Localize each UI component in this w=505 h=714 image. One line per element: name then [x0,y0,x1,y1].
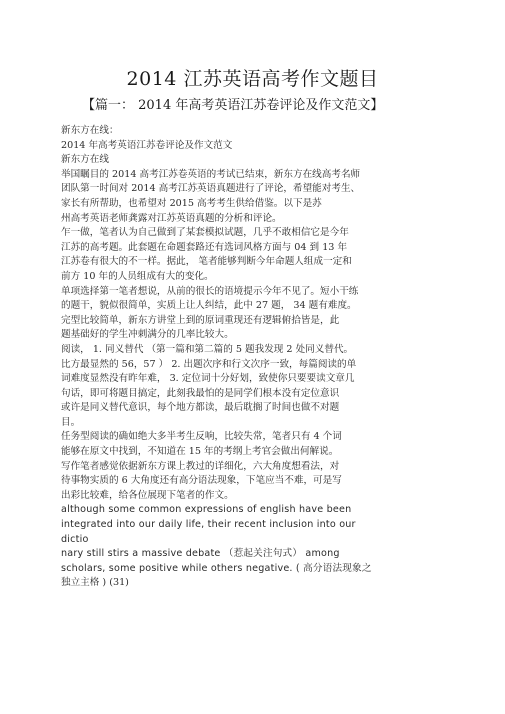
body-line: scholars, some positive while others negative. ( 高分语法现象之 [61,562,372,574]
body-line: 2014 年高考英语江苏卷评论及作文范文 [61,139,233,151]
body-line: 州高考英语老师龚露对江苏英语真题的分析和评论。 [61,212,282,224]
body-line: 出彩比较难，给各位展现下笔者的作文。 [61,489,234,501]
body-line: 任务型阅读的确如绝大多半考生反响，比较失常，笔者只有 4 个词 [61,431,342,443]
body-line: 团队第一时间对 2014 高考江苏英语真题进行了评论，希望能对考生、 [61,183,361,195]
body-line: 或许是同义替代意识，每个地方都读，最后耽搁了时间也做不对题 [61,402,340,414]
body-line: 完型比较简单，新东方讲堂上到的原词重现还有逻辑俯拾皆是，此 [61,314,340,326]
body-line: 句话，即可将题目搞定，此刻我最怕的是同学们根本没有定位意识 [61,387,340,399]
body-line: 家长有所帮助，也希望对 2015 高考考生供给借鉴。以下是苏 [61,197,322,209]
body-line: 新东方在线： [61,125,119,136]
body-line: dictio [61,533,89,545]
body-line: 乍一做，笔者认为自己做到了某套模拟试题，几乎不敢相信它是今年 [61,227,349,239]
body-line: 词难度显然没有昨年难， 3. 定位词十分好划，致使你只要要读文章几 [61,373,355,385]
body-line: although some common expressions of english have been [61,504,352,516]
body-line: 江苏卷有很大的不一样。据此， 笔者能够判断今年命题人组成一定和 [61,256,352,268]
body-line: nary still stirs a massive debate （惹起关注句式） among [61,548,340,560]
document-title: 2014 江苏英语高考作文题目 [126,68,379,90]
body-line: 举国瞩目的 2014 高考江苏卷英语的考试已结束，新东方在线高考名师 [61,168,361,180]
body-line: 前方 10 年的人员组成有大的变化。 [61,270,214,282]
body-line: 单项选择第一笔者想说，从前的很长的语境提示今年不见了。短小干练 [61,285,359,297]
body-line: 题基础好的学生冲刺满分的几率比较大。 [61,329,234,341]
body-line: 新东方在线 [61,154,109,166]
body-line: 独立主格 ) (31) [61,577,129,589]
body-line: 待事物实质的 6 大角度还有高分语法现象，下笔应当不难，可是写 [61,475,342,487]
body-line: 江苏的高考题。此套题在命题套路还有选词风格方面与 04 到 13 年 [61,241,348,253]
document-body [61,124,451,591]
body-line: 写作笔者感觉依据新东方课上教过的详细化，六大角度想看法，对 [61,460,340,472]
body-line: integrated into our daily life, their recent inclusion into our [61,519,356,531]
body-line: 阅读， 1. 同义替代 （第一篇和第二篇的 5 题我发现 2 处同义替代。 [61,343,354,355]
body-line: 的题干，貌似很简单，实质上让人纠结，此中 27 题， 34 题有难度。 [61,300,357,312]
body-line: 比方最显然的 56，57 ） 2. 出题次序和行文次序一致，每篇阅读的单 [61,358,357,370]
body-line: 能够在原文中找到，不知道在 15 年的考纲上考官会做出何解说。 [61,446,339,458]
body-line: 目。 [61,416,81,428]
document-subtitle: 【篇一： 2014 年高考英语江苏卷评论及作文范文】 [82,98,384,113]
